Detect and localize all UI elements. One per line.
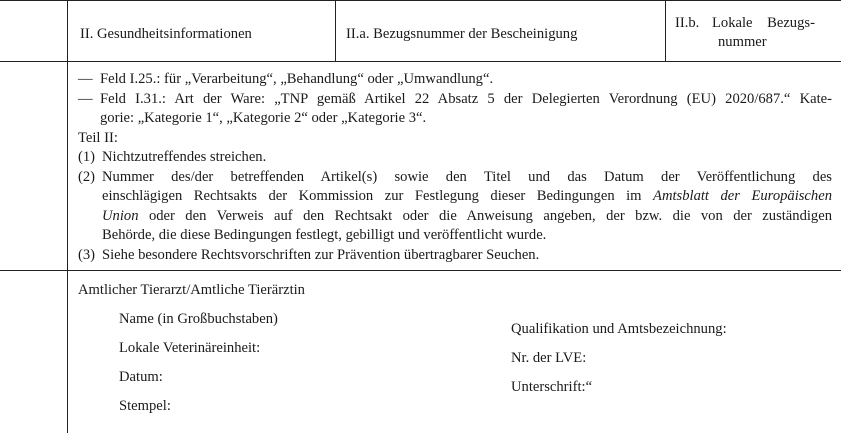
local-reference-heading	[675, 14, 833, 52]
note-item-2-line4: Behörde, die diese Bedingungen festlegt, gebilligt und veröffentlicht wurde.	[102, 227, 547, 243]
item-number: (2)	[78, 168, 96, 185]
official-vet-title: Amtlicher Tierarzt/Amtliche Tierärztin	[78, 282, 305, 298]
note-item-2-line1: Nummer des/der betreffenden Artikel(s) sowie den Titel und das Datum der Veröffentlichung des	[102, 168, 832, 185]
dash-mark: —	[78, 90, 93, 107]
teil-ii-heading: Teil II:	[78, 129, 118, 146]
certificate-reference-heading: II.a. Bezugsnummer der Bescheinigung	[346, 26, 578, 42]
note-item-3	[78, 246, 832, 266]
note-item-2-line2: einschlägigen Rechtsakts der Kommission zur Festlegung dieser Bedingungen im	[102, 188, 642, 204]
note-item-2	[78, 168, 832, 246]
header-divider-2	[665, 0, 666, 61]
header-bottom-rule	[0, 61, 841, 62]
note-item-1-text: Nichtzutreffendes streichen.	[102, 149, 267, 165]
notes-section	[78, 70, 832, 265]
header-divider-1	[335, 0, 336, 61]
note-feld-i31	[78, 90, 832, 129]
note-feld-i25-text: Feld I.25.: für „Verarbeitung“, „Behandlung“ oder „Umwandlung“.	[100, 71, 494, 87]
veterinary-unit-label: Lokale Veterinäreinheit:	[119, 340, 261, 356]
left-column-rule	[67, 0, 68, 433]
date-label: Datum:	[119, 369, 163, 385]
dash-mark: —	[78, 71, 93, 87]
item-number: (3)	[78, 246, 96, 263]
top-rule	[0, 0, 841, 1]
note-item-2-line3: oder den Verweis auf den Rechtsakt oder die Anweisung angeben, der bzw. die von der zuständigen	[148, 207, 832, 224]
official-journal-title: Amtsblatt der Europäischen	[653, 188, 832, 204]
official-journal-title-cont: Union	[102, 207, 139, 224]
name-field-label: Name (in Großbuchstaben)	[119, 311, 278, 327]
note-feld-i31-line2: gorie: „Kategorie 1“, „Kategorie 2“ oder „Kategorie 3“.	[100, 110, 427, 126]
local-reference-label: II.b.	[675, 15, 700, 31]
local-reference-line2: nummer	[718, 33, 767, 50]
notes-bottom-rule	[0, 270, 841, 271]
item-number: (1)	[78, 149, 96, 165]
note-item-3-text: Siehe besondere Rechtsvorschriften zur Prävention übertragbarer Seuchen.	[102, 246, 540, 263]
qualification-label: Qualifikation und Amtsbezeichnung:	[511, 321, 727, 337]
note-feld-i31-line1: Feld I.31.: Art der Ware: „TNP gemäß Artikel 22 Absatz 5 der Delegierten Verordnung (EU) 2020/687.“ Kate-	[100, 90, 832, 107]
stamp-label: Stempel:	[119, 398, 171, 414]
signature-label: Unterschrift:“	[511, 379, 593, 395]
note-item-1	[78, 148, 832, 168]
note-feld-i25	[78, 70, 832, 90]
lve-number-label: Nr. der LVE:	[511, 350, 587, 366]
local-reference-line1: Lokale Bezugs-	[712, 15, 815, 31]
health-info-heading: II. Gesundheitsinformationen	[80, 26, 252, 42]
